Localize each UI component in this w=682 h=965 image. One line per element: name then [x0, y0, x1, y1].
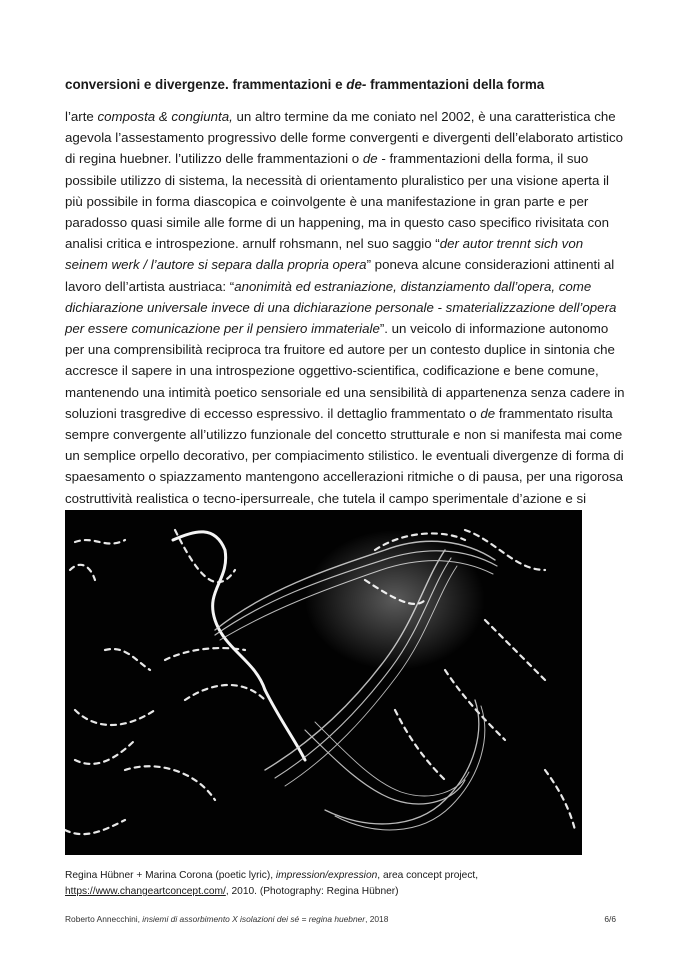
- caption-text: , area concept project,: [377, 870, 479, 881]
- footer-citation: [65, 913, 388, 925]
- caption-link[interactable]: https://www.changeartconcept.com/: [65, 886, 226, 897]
- footer-title: insiemi di assorbimento X isolazioni dei sé = regina huebner: [142, 914, 366, 924]
- body-text: - frammentazioni della forma, il suo possibile utilizzo di sistema, la necessità di orientamento pluralistico per una visione aperta il più possibile in forma diascopica e coinvolgente è una manifestazione in gran parte e per paradosso quasi simile alle forme di un happening, ma in questo caso specifico rivisitata con analisi critica e introspezione. arnulf rohsmann, nel suo saggio “: [65, 151, 609, 252]
- quote-title-italic: der autor trennt sich von seinem werk / l’autore si separa dalla propria opera: [65, 236, 584, 273]
- heading-text-end: frammentazioni della forma: [366, 77, 545, 92]
- section-heading: [65, 76, 625, 94]
- caption-text-end: , 2010. (Photography: Regina Hübner): [225, 886, 399, 897]
- page-number: 6/6: [604, 914, 616, 924]
- body-text: un altro termine da me coniato nel 2002, è una caratteristica che agevola l’assestamento progressivo delle forme convergenti e divergenti dell’elaborato artistico di regina huebner. l’utilizzo delle frammentazioni o: [65, 109, 624, 167]
- body-text: l’arte: [65, 109, 98, 124]
- heading-italic: de-: [346, 77, 367, 92]
- footer-year: , 2018: [365, 914, 389, 924]
- body-italic: de: [362, 151, 378, 167]
- page-footer: [65, 913, 616, 925]
- quote-italic: anonimità ed estraniazione, distanziamento dall’opera, come dichiarazione universale invece di una dichiarazione personale - smaterializzazione dell’opera per essere comunicazione per il pensiero immateriale: [65, 278, 617, 337]
- caption-text: Regina Hübner + Marina Corona (poetic lyric),: [65, 870, 276, 881]
- body-text: ”. un veicolo di informazione autonomo per una comprensibilità reciproca tra fruitore ed autore per un contesto duplice in sintonia che accresce il sapere in una introspezione oggettivo-scientifica, codificazione e bene comune, mantenendo una intimità poetico sensoriale ed una sensibilità di appartenenza senza cadere in soluzioni trasgredive di eccesso espressivo. il dettaglio frammentato o: [65, 321, 625, 421]
- footer-author: Roberto Annecchini,: [65, 914, 143, 924]
- body-italic: composta & congiunta,: [97, 109, 233, 124]
- body-italic: de: [480, 405, 496, 421]
- heading-text: conversioni e divergenze. frammentazioni e: [65, 77, 347, 92]
- body-paragraph: [65, 106, 625, 530]
- photo-caption: [65, 868, 625, 900]
- caption-italic: impression/expression: [275, 870, 378, 881]
- artwork-photograph: [65, 510, 582, 855]
- body-text: ” poneva alcune considerazioni attinenti al lavoro dell’artista austriaca: “: [65, 257, 615, 294]
- body-text: frammentato risulta sempre convergente all’utilizzo funzionale del concetto strutturale e non si manifesta mai come un semplice orpello decorativo, per compiacimento stilistico. le eventuali divergenze di forma di spaesamento o spiazzamento mantengono accellerazioni ritmiche o di pausa, per una rigorosa costruttività realistica o tecno-ipersurreale, che tutela il campo sperimentale d’azione e si: [65, 405, 624, 506]
